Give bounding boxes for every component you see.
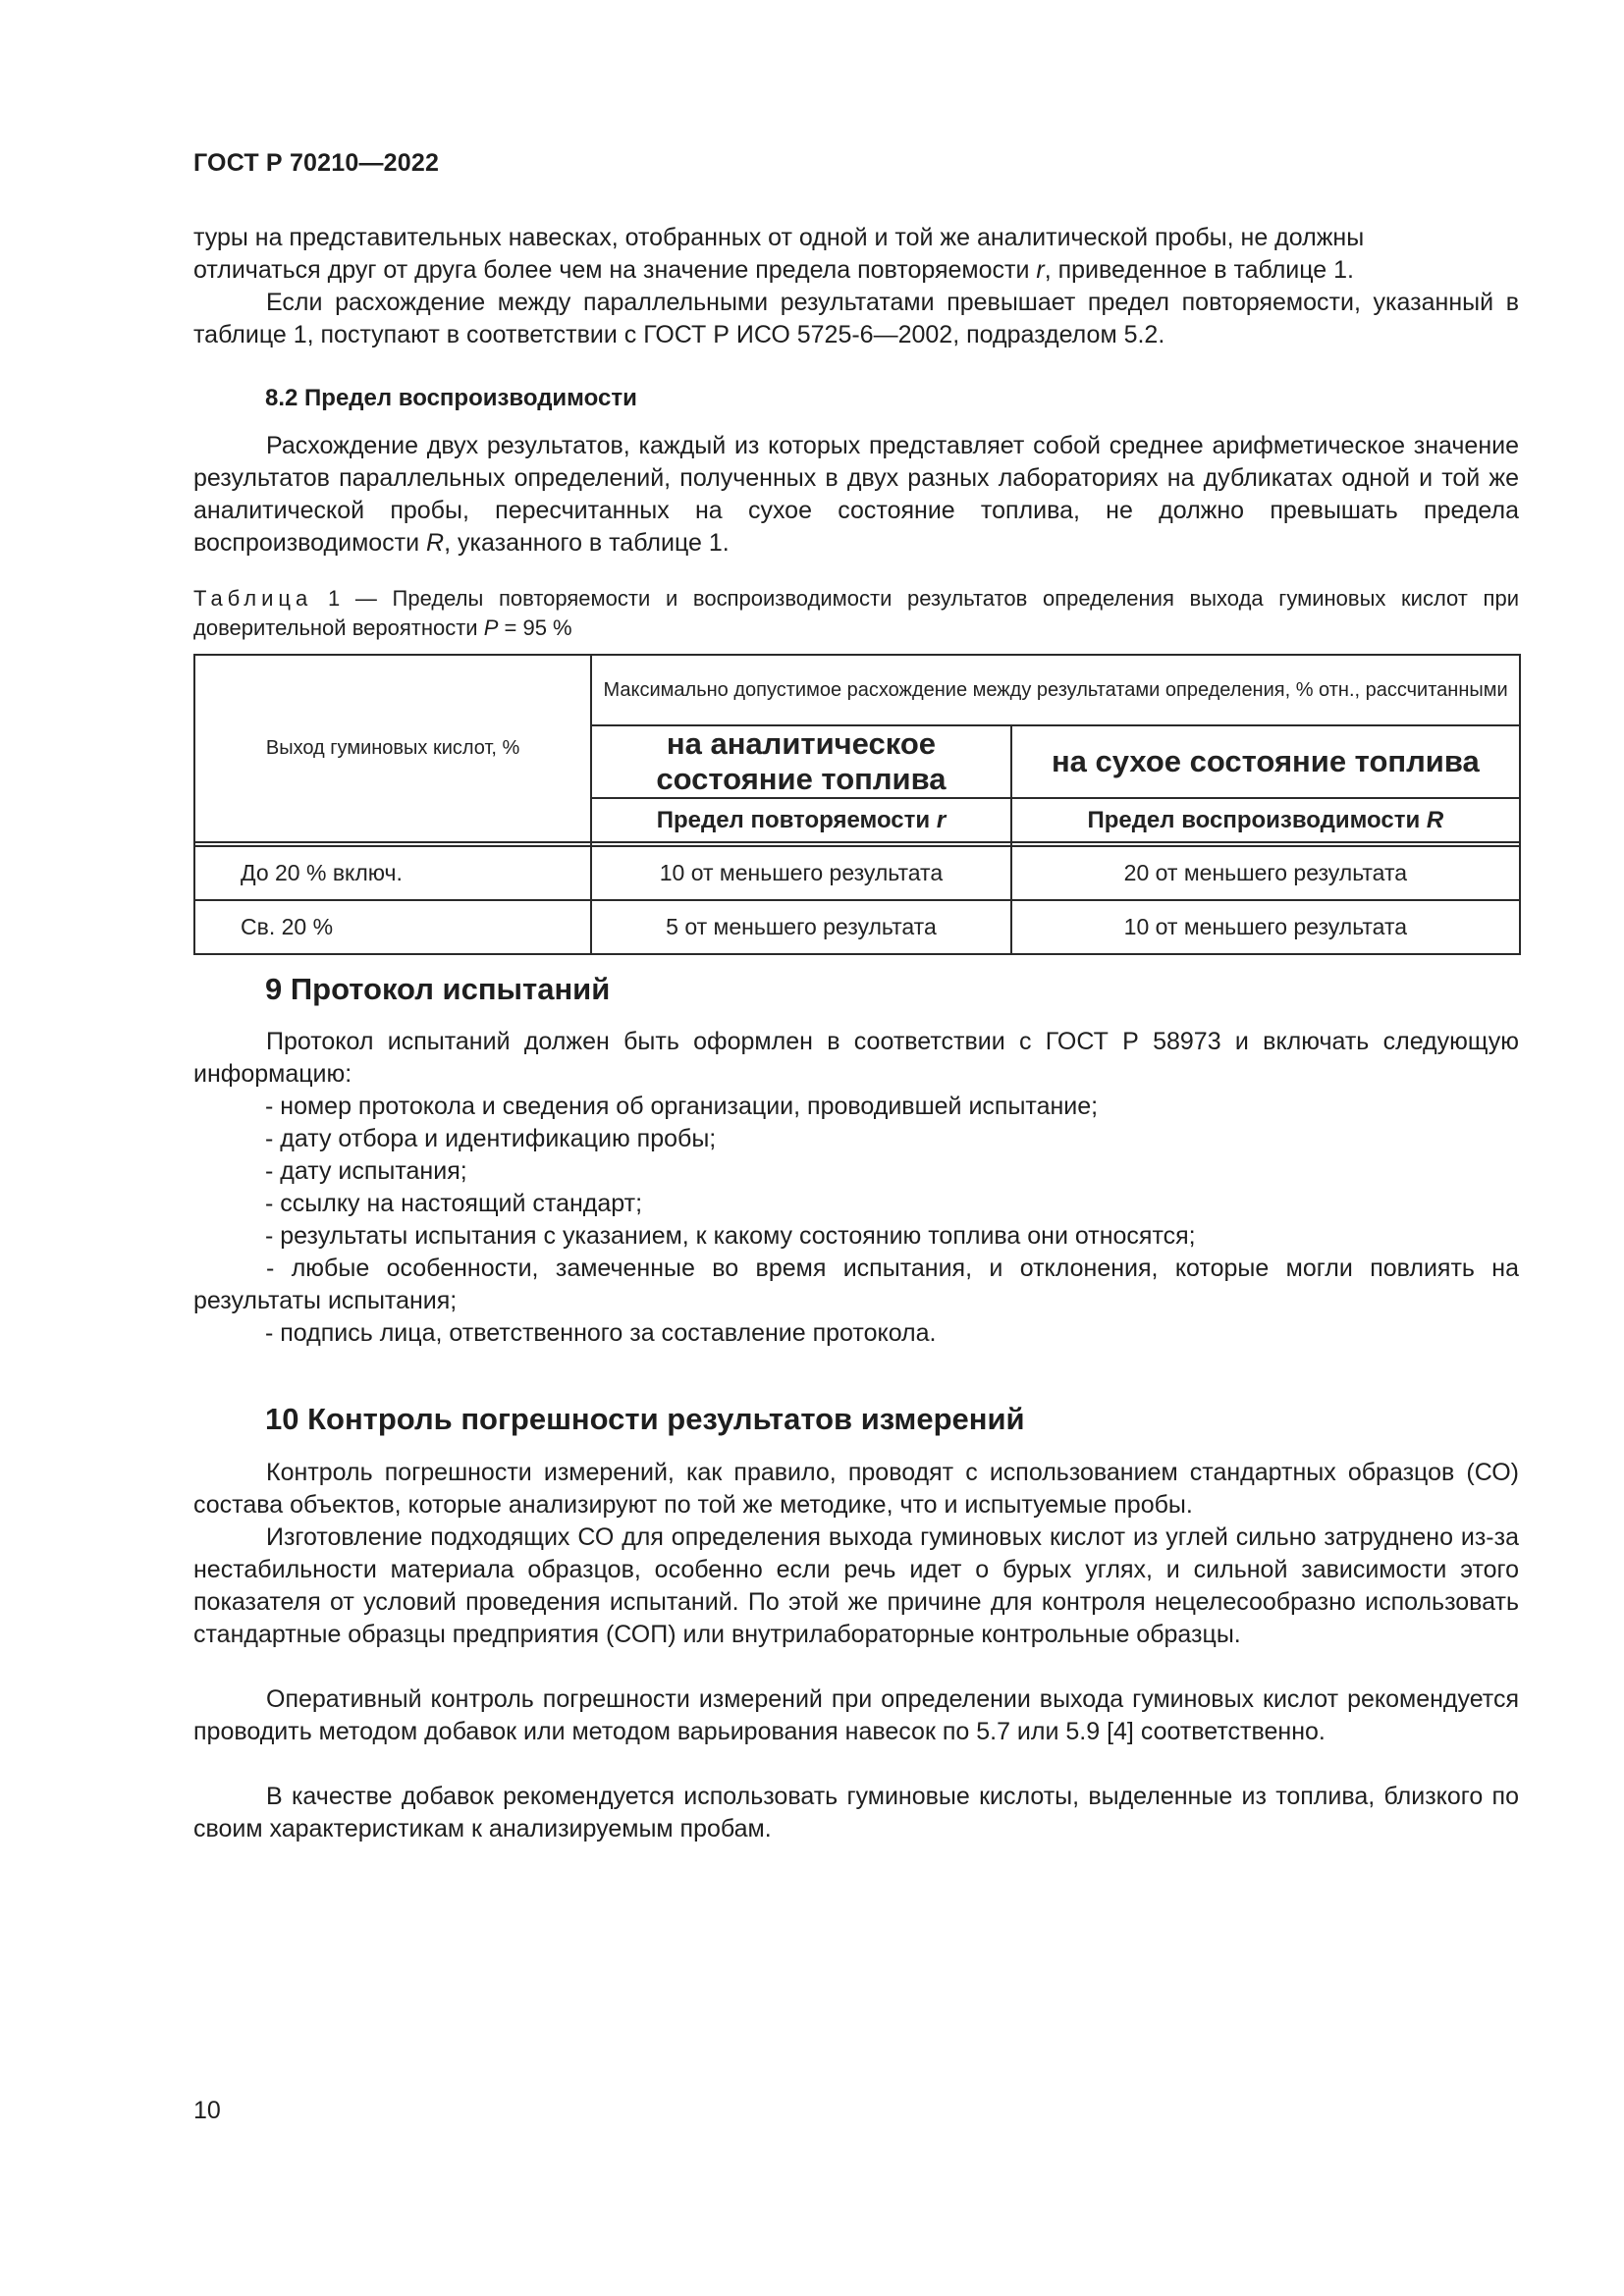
protocol-intro: Протокол испытаний должен быть оформлен в соответствии с ГОСТ Р 58973 и включать следующую информацию:	[193, 1028, 1519, 1088]
list-item: - любые особенности, замеченные во время испытания, и отклонения, которые могли повлиять на результаты испытания;	[193, 1255, 1519, 1314]
reproducibility-text-a: Расхождение двух результатов, каждый из которых представляет собой среднее арифметическое значение результатов параллельных определений, полученных в двух разных лабораториях на дубликатах одной и той же аналитической пробы, пересчитанных на сухое состояние топлива, не должно превышать предела воспроизводимости	[193, 432, 1519, 557]
section-9-title: 9 Протокол испытаний	[265, 972, 611, 1006]
reproducibility-paragraph	[193, 430, 1519, 560]
header-analytical-state: на аналитическое состояние топлива	[591, 725, 1011, 798]
list-item: - дату испытания;	[265, 1157, 467, 1185]
list-item: - результаты испытания с указанием, к какому состоянию топлива они относятся;	[265, 1222, 1196, 1250]
list-item: - номер протокола и сведения об организации, проводившей испытание;	[265, 1093, 1099, 1120]
table-row	[194, 846, 1520, 900]
page-number: 10	[193, 2097, 221, 2124]
cell-reproducibility: 10 от меньшего результата	[1011, 900, 1520, 954]
header-reproducibility-var: R	[1426, 806, 1444, 833]
cell-reproducibility: 20 от меньшего результата	[1011, 846, 1520, 900]
control-paragraph: В качестве добавок рекомендуется использовать гуминовые кислоты, выделенные из топлива, близкого по своим характеристикам к анализируемым пробам.	[193, 1783, 1519, 1842]
header-repeatability-text: Предел повторяемости	[656, 806, 937, 833]
document-id-header: ГОСТ Р 70210—2022	[193, 149, 440, 177]
list-item: - дату отбора и идентификацию пробы;	[265, 1125, 717, 1152]
cell-yield: До 20 % включ.	[194, 846, 591, 900]
table-caption-text-a: 1 — Пределы повторяемости и воспроизводимости результатов определения выхода гуминовых кислот при доверительной вероятности	[193, 586, 1519, 640]
header-repeatability-var: r	[936, 806, 947, 833]
table-row	[194, 900, 1520, 954]
table-caption	[193, 584, 1519, 643]
table-caption-label: Таблица	[193, 586, 313, 611]
reproducibility-symbol: R	[426, 529, 445, 557]
continued-line-2a: отличаться друг от друга более чем на значение предела повторяемости	[193, 256, 1037, 284]
header-repeatability-limit	[591, 798, 1011, 842]
continued-line-2b: , приведенное в таблице 1.	[1044, 256, 1354, 284]
probability-symbol: P	[483, 615, 499, 640]
reproducibility-text-b: , указанного в таблице 1.	[444, 529, 730, 557]
section-8-2-title: 8.2 Предел воспроизводимости	[265, 385, 637, 411]
cell-repeatability: 5 от меньшего результата	[591, 900, 1011, 954]
header-humic-yield: Выход гуминовых кислот, %	[194, 655, 591, 842]
section-10-title: 10 Контроль погрешности результатов измерений	[265, 1402, 1025, 1436]
precision-limits-table	[193, 654, 1521, 955]
list-item: - ссылку на настоящий стандарт;	[265, 1190, 643, 1217]
header-dry-state: на сухое состояние топлива	[1011, 725, 1520, 798]
continued-line-1: туры на представительных навесках, отобранных от одной и той же аналитической пробы, не должны	[193, 224, 1365, 251]
control-paragraph: Оперативный контроль погрешности измерений при определении выхода гуминовых кислот рекомендуется проводить методом добавок или методом варьирования навесок по 5.7 или 5.9 [4] соответственно.	[193, 1685, 1519, 1745]
control-paragraph: Изготовление подходящих СО для определения выхода гуминовых кислот из углей сильно затруднено из-за нестабильности материала образцов, особенно если речь идет о бурых углях, и сильной зависимости этого показателя от условий проведения испытаний. По этой же причине для контроля нецелесообразно использовать стандартные образцы предприятия (СОП) или внутрилабораторные контрольные образцы.	[193, 1523, 1519, 1648]
table-caption-text-b: = 95 %	[498, 615, 572, 640]
header-reproducibility-text: Предел воспроизводимости	[1087, 806, 1427, 833]
control-paragraph: Контроль погрешности измерений, как правило, проводят с использованием стандартных образцов (СО) состава объектов, которые анализируют по той же методике, что и испытуемые пробы.	[193, 1459, 1519, 1519]
cell-yield: Св. 20 %	[194, 900, 591, 954]
continued-paragraph	[193, 222, 1519, 287]
header-reproducibility-limit	[1011, 798, 1520, 842]
cell-repeatability: 10 от меньшего результата	[591, 846, 1011, 900]
divergence-paragraph: Если расхождение между параллельными результатами превышает предел повторяемости, указанный в таблице 1, поступают в соответствии с ГОСТ Р ИСО 5725-6—2002, подразделом 5.2.	[193, 289, 1519, 348]
list-item: - подпись лица, ответственного за составление протокола.	[265, 1319, 937, 1347]
header-max-divergence: Максимально допустимое расхождение между результатами определения, % отн., рассчитанными	[591, 655, 1520, 725]
repeatability-symbol: r	[1036, 256, 1045, 284]
